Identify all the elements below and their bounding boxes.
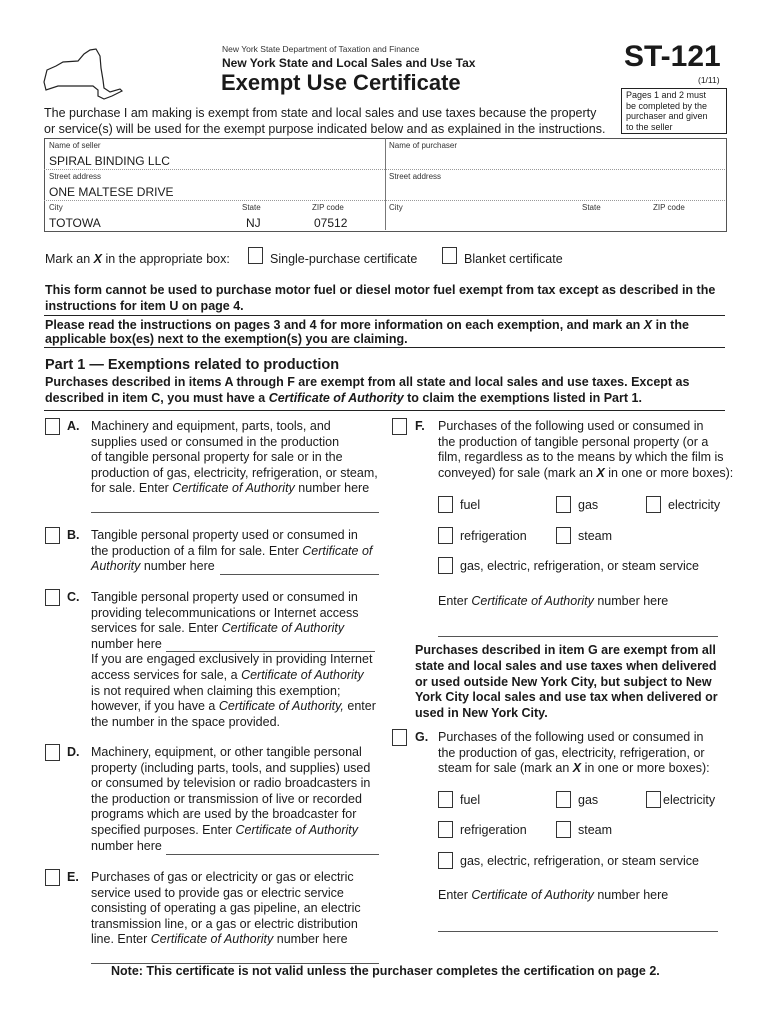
part1-intro: Purchases described in items A through F are exempt from all state and local sales and use taxes. Except as described in item C, you must have a Certificate of Authority to claim the exemptions listed in Part 1. xyxy=(45,375,690,405)
single-purchase-label: Single-purchase certificate xyxy=(270,252,418,266)
item-b-text: Tangible personal property used or consumed in the production of a film for sale. Enter Certificate of Authority number here xyxy=(91,528,373,574)
g-service-label: gas, electric, refrigeration, or steam service xyxy=(460,854,699,868)
notice-line: instructions for item U on page 4. xyxy=(45,298,244,313)
f-fuel-label: fuel xyxy=(460,498,481,512)
item-c-text: Tangible personal property used or consumed in providing telecommunications or Internet access services for sale. Enter Certificate of Authority number here If you are engaged exclusively in providing Internet access services for sale, a Certificate of Authority is not required when claiming this exemption; however, if you have a Certificate of Authority, enter the number in the space provided. xyxy=(91,590,376,729)
motor-fuel-notice xyxy=(45,283,715,314)
item-b-checkbox[interactable] xyxy=(45,527,60,544)
item-a-letter: A. xyxy=(67,419,80,433)
g-fuel-label: fuel xyxy=(460,793,481,807)
seller-zip-label: ZIP code xyxy=(312,203,344,212)
f-steam-checkbox[interactable] xyxy=(556,527,571,544)
footer-note: Note: This certificate is not valid unless the purchaser completes the certification on page 2. xyxy=(111,964,660,978)
item-f-checkbox[interactable] xyxy=(392,418,407,435)
note-line: purchaser and given xyxy=(626,111,708,121)
item-d-text: Machinery, equipment, or other tangible personal property (including parts, tools, and supplies) used or consumed by television or radio broadcasters in the production or transmission of live or recorded programs which are used by the broadcaster for specified purposes. Enter Certificate of Authority number here xyxy=(91,745,371,853)
g-enter-coa: Enter Certificate of Authority number here xyxy=(438,888,669,902)
purchaser-state-field[interactable] xyxy=(582,213,632,228)
purchaser-city-field[interactable] xyxy=(389,213,569,228)
purchaser-street-field[interactable] xyxy=(389,183,719,198)
f-refrigeration-label: refrigeration xyxy=(460,529,527,543)
blanket-checkbox[interactable] xyxy=(442,247,457,264)
item-d-checkbox[interactable] xyxy=(45,744,60,761)
item-e-checkbox[interactable] xyxy=(45,869,60,886)
mark-instruction: Mark an X in the appropriate box: xyxy=(45,252,230,266)
f-service-label: gas, electric, refrigeration, or steam service xyxy=(460,559,699,573)
f-gas-label: gas xyxy=(578,498,599,512)
g-coa-field[interactable] xyxy=(438,931,718,932)
g-service-checkbox[interactable] xyxy=(438,852,453,869)
item-f-letter: F. xyxy=(415,419,425,433)
f-gas-checkbox[interactable] xyxy=(556,496,571,513)
f-steam-label: steam xyxy=(578,529,613,543)
intro-line: The purchase I am making is exempt from state and local sales and use taxes because the property xyxy=(44,106,597,120)
instruction-note-box xyxy=(621,88,727,134)
department-name: New York State Department of Taxation and Finance xyxy=(222,44,420,54)
form-number: ST-121 xyxy=(624,40,721,73)
item-b-letter: B. xyxy=(67,528,80,542)
f-electricity-checkbox[interactable] xyxy=(646,496,661,513)
seller-zip-field[interactable]: 07512 xyxy=(314,216,348,230)
item-c-checkbox[interactable] xyxy=(45,589,60,606)
purchaser-zip-field[interactable] xyxy=(653,213,721,228)
item-c-coa-field[interactable] xyxy=(166,651,375,652)
seller-city-label: City xyxy=(49,203,63,212)
purchaser-zip-label: ZIP code xyxy=(653,203,685,212)
g-electricity-checkbox[interactable] xyxy=(646,791,661,808)
f-coa-field[interactable] xyxy=(438,636,718,637)
g-gas-checkbox[interactable] xyxy=(556,791,571,808)
purchaser-state-label: State xyxy=(582,203,601,212)
item-g-letter: G. xyxy=(415,730,429,744)
g-intro: Purchases described in item G are exempt from all state and local sales and use taxes when delivered or used outside New York City, but subject to New York City local sales and use tax when delivered or used in New York City. xyxy=(415,643,718,721)
f-refrigeration-checkbox[interactable] xyxy=(438,527,453,544)
item-e-letter: E. xyxy=(67,870,79,884)
g-gas-label: gas xyxy=(578,793,599,807)
item-g-text: Purchases of the following used or consumed in the production of gas, electricity, refrigeration, or steam for sale (mark an X in one or more boxes): xyxy=(438,730,710,776)
item-d-coa-field[interactable] xyxy=(166,854,379,855)
notice-line: applicable box(es) next to the exemption(s) you are claiming. xyxy=(45,332,408,346)
f-service-checkbox[interactable] xyxy=(438,557,453,574)
intro-line: or service(s) will be used for the exempt purpose indicated below and as explained in the instructions. xyxy=(44,122,606,136)
g-refrigeration-label: refrigeration xyxy=(460,823,527,837)
seller-name-field[interactable]: SPIRAL BINDING LLC xyxy=(49,154,170,168)
purchaser-name-label: Name of purchaser xyxy=(389,141,458,150)
item-f-text: Purchases of the following used or consumed in the production of tangible personal property (or a film, regardless as to the means by which the film is conveyed) for sale (mark an X in one or more boxes): xyxy=(438,419,734,480)
f-fuel-checkbox[interactable] xyxy=(438,496,453,513)
form-title: Exempt Use Certificate xyxy=(221,70,461,95)
instructions-notice: Please read the instructions on pages 3 and 4 for more information on each exemption, and mark an X in the applicable box(es) next to the exemption(s) you are claiming. xyxy=(45,318,689,346)
seller-city-field[interactable]: TOTOWA xyxy=(49,216,101,230)
g-steam-checkbox[interactable] xyxy=(556,821,571,838)
intro-line: Purchases described in items A through F are exempt from all state and local sales and use taxes. Except as xyxy=(45,375,690,389)
seller-street-field[interactable]: ONE MALTESE DRIVE xyxy=(49,185,174,199)
item-d-letter: D. xyxy=(67,745,80,759)
purchaser-name-field[interactable] xyxy=(389,152,719,167)
f-electricity-label: electricity xyxy=(668,498,721,512)
item-a-coa-field[interactable] xyxy=(91,512,379,513)
part1-title: Part 1 — Exemptions related to production xyxy=(45,357,340,373)
g-electricity-label: electricity xyxy=(663,793,716,807)
purchaser-street-label: Street address xyxy=(389,172,442,181)
form-subtitle: New York State and Local Sales and Use Tax xyxy=(222,56,476,70)
g-steam-label: steam xyxy=(578,823,613,837)
note-line: Pages 1 and 2 must xyxy=(626,90,707,100)
item-e-text: Purchases of gas or electricity or gas or electric service used to provide gas or electric service consisting of operating a gas pipeline, an electric transmission line, or a gas or electric distribution line. Enter Certificate of Authority number here xyxy=(91,870,361,947)
seller-name-label: Name of seller xyxy=(49,141,101,150)
item-b-coa-field[interactable] xyxy=(220,574,379,575)
intro-text xyxy=(44,105,605,137)
item-c-letter: C. xyxy=(67,590,80,604)
item-a-checkbox[interactable] xyxy=(45,418,60,435)
purchaser-city-label: City xyxy=(389,203,403,212)
g-refrigeration-checkbox[interactable] xyxy=(438,821,453,838)
g-fuel-checkbox[interactable] xyxy=(438,791,453,808)
single-purchase-checkbox[interactable] xyxy=(248,247,263,264)
f-enter-coa: Enter Certificate of Authority number here xyxy=(438,594,669,608)
seller-street-label: Street address xyxy=(49,172,102,181)
blanket-label: Blanket certificate xyxy=(464,252,563,266)
ny-state-map-icon xyxy=(38,44,128,102)
note-line: be completed by the xyxy=(626,100,708,111)
item-a-text: Machinery and equipment, parts, tools, and supplies used or consumed in the production of tangible personal property for sale or in the production of gas, electricity, refrigeration, or steam, for sale. Enter Certificate of Authority number here xyxy=(91,419,378,496)
seller-state-field[interactable]: NJ xyxy=(246,216,261,230)
form-revision: (1/11) xyxy=(698,75,720,85)
notice-line: This form cannot be used to purchase motor fuel or diesel motor fuel exempt from tax except as described in the xyxy=(45,283,716,297)
seller-state-label: State xyxy=(242,203,261,212)
note-line: to the seller xyxy=(626,121,673,132)
item-g-checkbox[interactable] xyxy=(392,729,407,746)
